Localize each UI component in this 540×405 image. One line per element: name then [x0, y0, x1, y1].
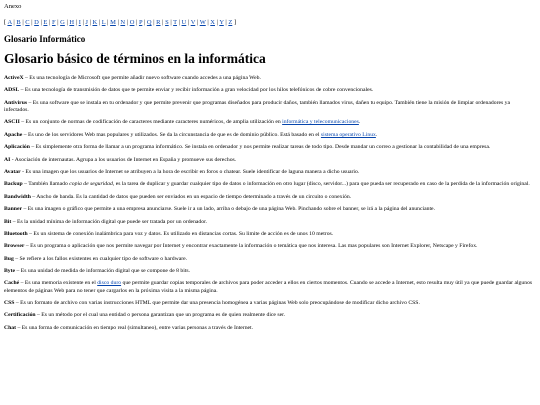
- alphabet-nav: [ A | B | C | D | E | F | G | H | I | J | K | L | M | N | O | P | Q | R | S | T | U | V | W | X | Y | Z ]: [4, 19, 237, 26]
- glossary-entry: [4, 75, 536, 82]
- site-title: Glosario Informático: [4, 34, 86, 44]
- glossary-entry: [4, 181, 536, 188]
- glossary-term: Byte: [4, 268, 16, 275]
- glossary-term: Bandwidth: [4, 193, 31, 200]
- alphabet-link-v[interactable]: V: [190, 19, 196, 26]
- alphabet-link-d[interactable]: D: [34, 19, 39, 26]
- glossary-term: Backup: [4, 181, 23, 188]
- glossary-definition: – Es un sistema de conexión inalámbrica para voz y datos. Es utilizado en distancias cortas. Su limite de acción es de unos 10 metros.: [29, 230, 334, 237]
- glossary-definition: , es la tarea de duplicar y guardar cualquier tipo de datos o información en otro lugar (disco, servidor...) para que pueda ser recuperado en caso de la perdida de la información original.: [112, 181, 530, 188]
- alphabet-link-z[interactable]: Z: [228, 19, 233, 26]
- glossary-definition: – Ancho de banda. Es la cantidad de datos que pueden ser enviados en un espacio de tiempo determinado a través de un circuito o conexión.: [32, 193, 352, 200]
- glossary-definition: que permite guardar copias temporales de archivos para poder acceder a ellos en ciertos momentos. Cuando se accede a Internet, esto resulta muy útil ya que puede guardar algunos elementos de páginas Web para no tener que cargarlos en la próxima visita a la misma página.: [4, 280, 533, 294]
- page-content: [4, 3, 536, 337]
- glossary-definition: – Es una unidad de medida de información digital que se compone de 8 bits.: [16, 268, 191, 275]
- alphabet-link-c[interactable]: C: [25, 19, 30, 26]
- glossary-entry: [4, 268, 536, 275]
- glossary-emphasis: copia de seguridad: [69, 181, 113, 188]
- glossary-definition: .: [375, 131, 378, 138]
- glossary-term: Aplicación: [4, 144, 30, 151]
- glossary-link[interactable]: sistema operativo Linux: [320, 131, 376, 138]
- glossary-entry: [4, 243, 536, 250]
- glossary-term: Bit: [4, 218, 12, 225]
- glossary-definition: – Es una imagen o gráfico que permite a una empresa anunciarse. Suele ir a un lado, arriba o debajo de una página Web. Pinchando sobre el banner, se irá a la página del anunciante.: [23, 206, 435, 213]
- glossary-definition: – También llamado: [24, 181, 70, 188]
- glossary-list: [4, 75, 536, 332]
- glossary-link[interactable]: disco duro: [97, 280, 122, 287]
- glossary-entry: [4, 119, 536, 126]
- glossary-entry: [4, 87, 536, 94]
- main-heading: Glosario básico de términos en la informática: [4, 51, 266, 66]
- glossary-definition: – Se refiere a los fallos existentes en cualquier tipo de software o hardware.: [15, 255, 188, 262]
- top-label: Anexo: [4, 3, 22, 10]
- glossary-definition: – Es un formato de archivo con varias instrucciones HTML que permite dar una presencia homogénea a varias páginas Web solo preocupándose de modificar dicho archivo CSS.: [15, 300, 420, 307]
- glossary-term: ASCII: [4, 119, 20, 126]
- glossary-definition: - Asociación de internautas. Agrupa a los usuarios de Internet en España y promueve sus derechos.: [11, 156, 237, 163]
- alphabet-link-x[interactable]: X: [210, 19, 215, 26]
- alphabet-link-h[interactable]: H: [69, 19, 75, 26]
- glossary-definition: – Es un método por el cual una entidad o persona garantizan que un programa es de quien realmente dice ser.: [37, 312, 286, 319]
- glossary-entry: [4, 280, 536, 294]
- glossary-entry: [4, 157, 536, 164]
- glossary-definition: – Es una forma de comunicación en tiempo real (simultaneo), entre varias personas a través de Internet.: [17, 324, 254, 331]
- alphabet-link-w[interactable]: W: [199, 19, 206, 26]
- glossary-definition: - Es una imagen que los usuarios de Internet se atribuyen a la hora de escribir en foros o chatear. Suele identificar de laguna manera a dicho usuario.: [22, 168, 360, 175]
- alphabet-link-n[interactable]: N: [120, 19, 126, 26]
- glossary-entry: [4, 144, 536, 151]
- alphabet-link-p[interactable]: P: [138, 19, 143, 26]
- alphabet-link-k[interactable]: K: [92, 19, 98, 26]
- glossary-entry: [4, 231, 536, 238]
- glossary-term: ADSL: [4, 87, 20, 94]
- glossary-term: Avatar: [4, 168, 21, 175]
- alphabet-link-u[interactable]: U: [181, 19, 187, 26]
- glossary-entry: [4, 206, 536, 213]
- alphabet-link-q[interactable]: Q: [146, 19, 152, 26]
- glossary-term: Bluetooth: [4, 230, 28, 237]
- glossary-term: ActiveX: [4, 75, 24, 81]
- glossary-term: Antivirus: [4, 99, 28, 106]
- alphabet-link-s[interactable]: S: [165, 19, 169, 26]
- glossary-entry: [4, 256, 536, 263]
- glossary-term: Certificación: [4, 312, 36, 319]
- alphabet-link-r[interactable]: R: [156, 19, 161, 26]
- glossary-term: Browser: [4, 243, 25, 250]
- glossary-definition: – Es la unidad mínima de información digital que puede ser tratada por un ordenador.: [12, 218, 208, 225]
- glossary-entry: [4, 132, 536, 139]
- alphabet-link-m[interactable]: M: [110, 19, 116, 26]
- alphabet-link-e[interactable]: E: [43, 19, 48, 26]
- alphabet-link-f[interactable]: F: [51, 19, 56, 26]
- alphabet-link-l[interactable]: L: [101, 19, 106, 26]
- glossary-entry: [4, 300, 536, 307]
- glossary-entry: [4, 219, 536, 226]
- glossary-term: Apache: [4, 131, 23, 138]
- glossary-link[interactable]: informática y telecomunicaciones: [282, 119, 359, 126]
- alphabet-link-a[interactable]: A: [7, 19, 12, 26]
- glossary-definition: – Es uno de los servidores Web mas populares y utilizados. Se da la circunstancia de que es de dominio público. Está basado en el: [23, 131, 321, 138]
- glossary-definition: – Es una tecnología de transmisión de datos que te permite enviar y recibir información a gran velocidad por los hilos telefónicos de cobre convencionales.: [20, 87, 374, 94]
- glossary-definition: – Es una memoria existente en el: [20, 280, 98, 287]
- glossary-entry: [4, 169, 536, 176]
- glossary-entry: [4, 100, 536, 114]
- glossary-entry: [4, 194, 536, 201]
- glossary-definition: .: [358, 119, 361, 126]
- glossary-definition: – Es una software que se instala en tu ordenador y que permite prevenir que programas diseñados para producir daños, también llamados virus, dañen tu equipo. También tiene la misión de limpiar ordenadores ya infectados.: [4, 99, 511, 113]
- alphabet-link-t[interactable]: T: [173, 19, 177, 26]
- glossary-definition: – Es simplemente otra forma de llamar a un programa informático. Se instala en ordenador y nos permite realizar tareas de todo tipo. Desde mandar un correo a gestionar la contabilidad de una empresa.: [31, 144, 491, 151]
- glossary-term: CSS: [4, 300, 15, 307]
- alphabet-link-o[interactable]: O: [129, 19, 135, 26]
- alphabet-link-i[interactable]: I: [78, 19, 81, 26]
- glossary-term: AI: [4, 156, 11, 163]
- glossary-entry: [4, 325, 536, 332]
- glossary-term: Caché: [4, 280, 20, 287]
- glossary-term: Chat: [4, 324, 17, 331]
- glossary-definition: – Es un programa o aplicación que nos permite navegar por Internet y encontrar exactamente la información o temática que nos interesa. Las mas populares son Internet Explorer, Netscape y Firefox.: [25, 243, 478, 250]
- glossary-definition: – Es un conjunto de normas de codificación de caracteres mediante caracteres numéricos, de amplia utilización en: [21, 119, 283, 126]
- glossary-entry: [4, 312, 536, 319]
- glossary-definition: – Es una tecnología de Microsoft que permite añadir nuevo software cuando accedes a una página Web.: [25, 75, 261, 81]
- alphabet-link-y[interactable]: Y: [219, 19, 224, 26]
- alphabet-link-g[interactable]: G: [60, 19, 65, 26]
- glossary-term: Bug: [4, 255, 14, 262]
- glossary-term: Banner: [4, 206, 23, 213]
- alphabet-link-b[interactable]: B: [16, 19, 21, 26]
- alphabet-link-j[interactable]: J: [85, 19, 88, 26]
